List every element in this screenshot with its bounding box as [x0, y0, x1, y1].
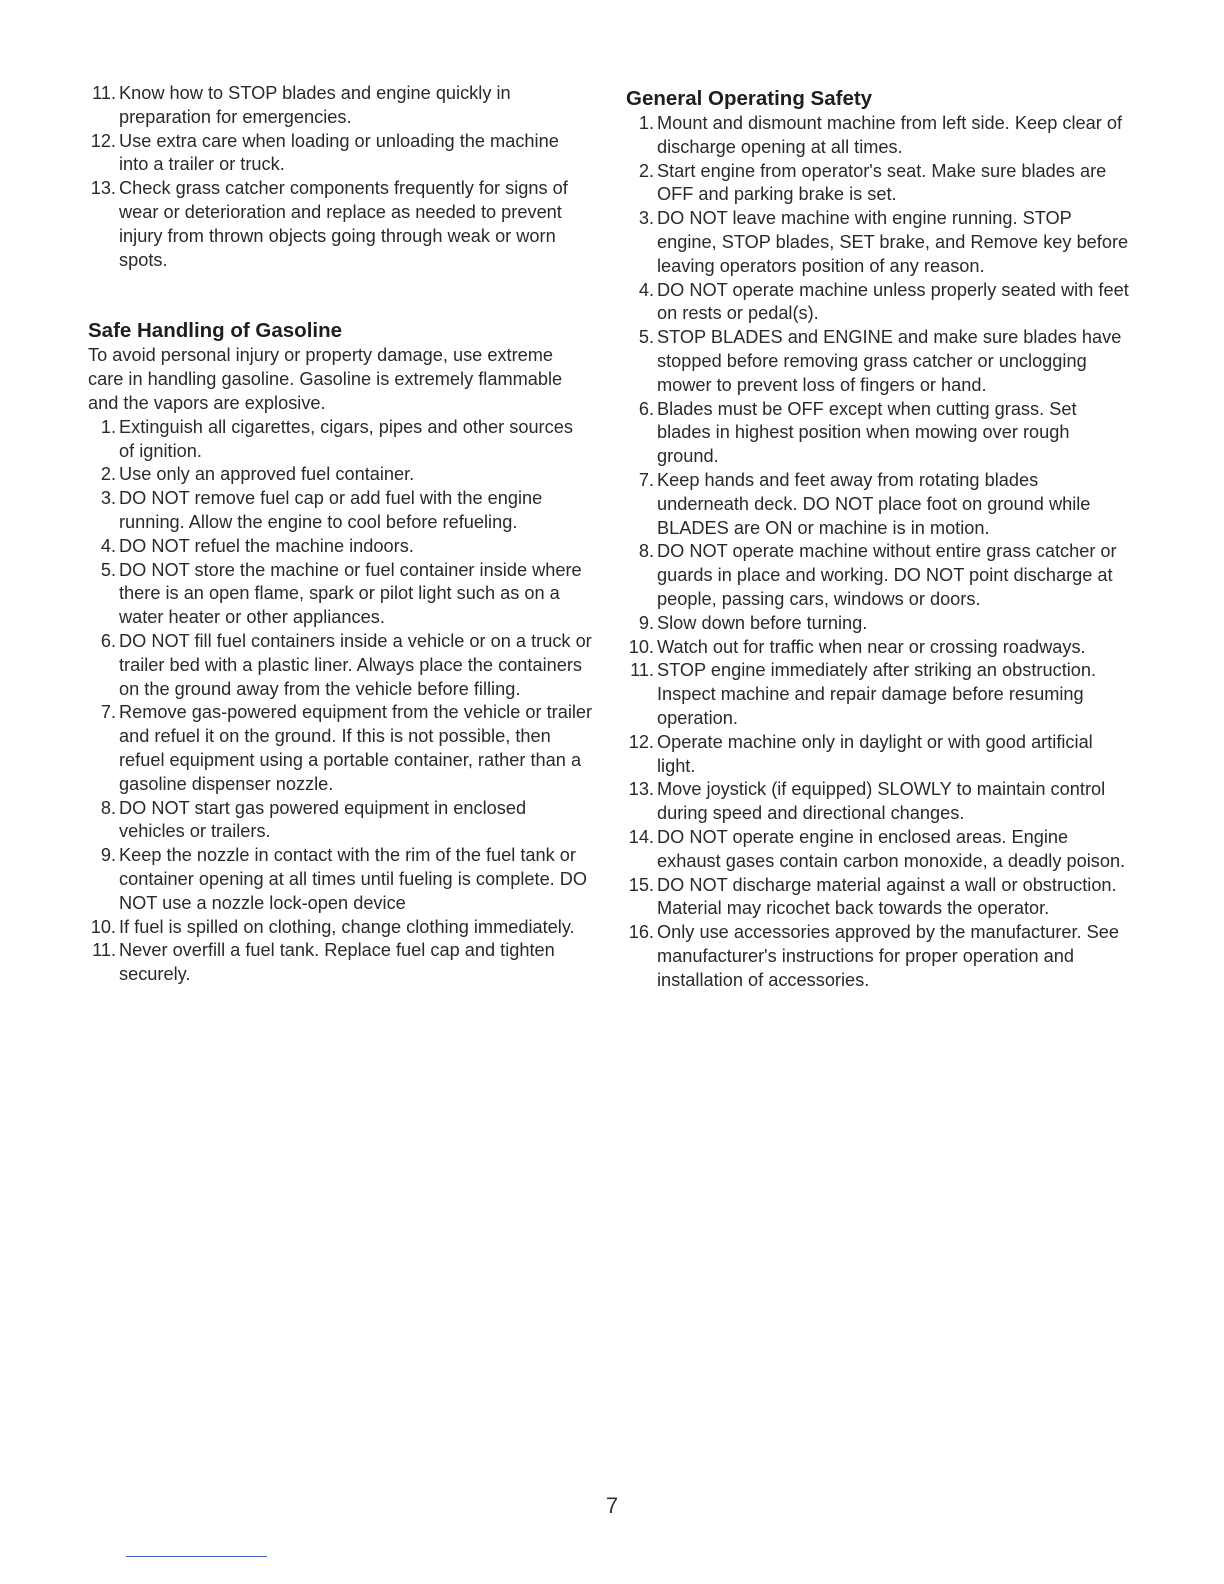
list-item [88, 535, 593, 559]
list-item [88, 844, 593, 915]
list-item [88, 130, 593, 178]
item-number: 12. [90, 130, 116, 151]
item-number: 2. [100, 464, 116, 485]
item-text: Keep hands and feet away from rotating blades underneath deck. DO NOT place foot on ground while BLADES are ON or machine is in motion. [657, 469, 1091, 538]
list-item [626, 160, 1131, 208]
item-number: 7. [100, 702, 116, 723]
gasoline-section-heading: Safe Handling of Gasoline [88, 319, 343, 343]
operating-section-heading: General Operating Safety [626, 87, 873, 110]
item-number: 9. [638, 612, 654, 633]
list-item [626, 207, 1131, 278]
item-text: Only use accessories approved by the manufacturer. See manufacturer's instructions for proper operation and installation of accessories. [657, 922, 1120, 990]
item-number: 1. [100, 416, 116, 437]
item-text: DO NOT start gas powered equipment in enclosed vehicles or trailers. [119, 797, 527, 842]
list-item [626, 874, 1131, 922]
item-text: DO NOT refuel the machine indoors. [119, 535, 414, 556]
list-item [88, 797, 593, 845]
item-number: 12. [628, 731, 654, 752]
item-text: Use only an approved fuel container. [119, 464, 415, 485]
item-number: 8. [638, 541, 654, 562]
list-item [88, 916, 593, 940]
item-number: 2. [638, 160, 654, 181]
item-number: 8. [100, 797, 116, 818]
item-number: 6. [100, 630, 116, 651]
item-number: 3. [638, 208, 654, 229]
item-number: 5. [100, 559, 116, 580]
item-number: 11. [92, 940, 116, 961]
footer-rule [126, 1556, 267, 1557]
item-text: STOP engine immediately after striking an obstruction. Inspect machine and repair damage before resuming operation. [657, 660, 1097, 728]
list-item [626, 612, 1131, 636]
item-number: 13. [90, 178, 116, 199]
item-number: 10. [628, 636, 654, 657]
item-text: Mount and dismount machine from left side. Keep clear of discharge opening at all times. [657, 113, 1123, 157]
item-text: Watch out for traffic when near or crossing roadways. [657, 636, 1086, 657]
item-text: Operate machine only in daylight or with good artificial light. [657, 731, 1093, 776]
list-item [88, 416, 593, 464]
list-item [626, 731, 1131, 779]
item-number: 15. [628, 874, 654, 895]
item-text: STOP BLADES and ENGINE and make sure blades have stopped before removing grass catcher or unclogging mower to prevent loss of fingers or hand. [657, 327, 1122, 395]
list-item [88, 939, 593, 987]
item-text: Keep the nozzle in contact with the rim of the fuel tank or container opening at all times until fueling is complete. DO NOT use a nozzle lock-open device [119, 845, 588, 913]
operating-safety-list [626, 112, 1131, 992]
gasoline-safety-list [88, 416, 593, 987]
item-text: DO NOT operate machine unless properly seated with feet on rests or pedal(s). [657, 279, 1129, 324]
item-number: 6. [638, 398, 654, 419]
item-text: Extinguish all cigarettes, cigars, pipes and other sources of ignition. [119, 416, 573, 461]
item-text: If fuel is spilled on clothing, change clothing immediately. [119, 916, 575, 937]
list-item [626, 540, 1131, 611]
item-text: Slow down before turning. [657, 612, 868, 633]
list-item [626, 659, 1131, 730]
list-item [626, 921, 1131, 992]
list-item [626, 398, 1131, 469]
item-number: 4. [638, 279, 654, 300]
item-text: Start engine from operator's seat. Make sure blades are OFF and parking brake is set. [657, 160, 1107, 205]
list-item [626, 636, 1131, 660]
item-text: Move joystick (if equipped) SLOWLY to maintain control during speed and directional changes. [657, 779, 1106, 824]
item-number: 11. [630, 660, 654, 681]
list-item [88, 463, 593, 487]
item-text: Use extra care when loading or unloading the machine into a trailer or truck. [119, 130, 559, 175]
list-item [626, 279, 1131, 327]
list-item [626, 326, 1131, 397]
item-text: Never overfill a fuel tank. Replace fuel cap and tighten securely. [119, 940, 555, 985]
item-text: DO NOT fill fuel containers inside a vehicle or on a truck or trailer bed with a plastic liner. Always place the containers on the ground away from the vehicle before filling. [119, 630, 592, 699]
item-text: Check grass catcher components frequently for signs of wear or deterioration and replace as needed to prevent injury from thrown objects going through weak or worn spots. [119, 178, 568, 270]
item-number: 3. [100, 488, 116, 509]
list-item [626, 826, 1131, 874]
item-number: 11. [92, 83, 116, 103]
list-item [626, 778, 1131, 826]
list-item [626, 469, 1131, 540]
list-item [88, 559, 593, 630]
item-number: 5. [638, 327, 654, 348]
item-number: 10. [90, 916, 116, 937]
list-item [88, 630, 593, 701]
list-item [88, 177, 593, 272]
item-text: DO NOT operate engine in enclosed areas. Engine exhaust gases contain carbon monoxide, a deadly poison. [657, 826, 1126, 871]
item-number: 7. [638, 469, 654, 490]
page-number: 7 [605, 1493, 619, 1518]
item-text: DO NOT discharge material against a wall or obstruction. Material may ricochet back towards the operator. [657, 874, 1117, 919]
list-item [88, 701, 593, 796]
item-number: 4. [100, 535, 116, 556]
left-column [88, 82, 593, 987]
item-number: 14. [628, 826, 654, 847]
continued-safety-list [88, 82, 593, 272]
item-text: DO NOT store the machine or fuel container inside where there is an open flame, spark or pilot light such as on a water heater or other appliances. [119, 559, 582, 628]
item-text: Remove gas-powered equipment from the vehicle or trailer and refuel it on the ground. If this is not possible, then refuel equipment using a portable container, rather than a gasoline dispenser nozzle. [119, 702, 593, 794]
list-item [626, 112, 1131, 160]
item-text: DO NOT leave machine with engine running. STOP engine, STOP blades, SET brake, and Remove key before leaving operators position of any reason. [657, 208, 1129, 276]
item-text: Know how to STOP blades and engine quickly in preparation for emergencies. [119, 83, 511, 127]
right-column [626, 86, 1131, 992]
item-text: DO NOT remove fuel cap or add fuel with the engine running. Allow the engine to cool before refueling. [119, 488, 543, 532]
item-text: DO NOT operate machine without entire grass catcher or guards in place and working. DO NOT point discharge at people, passing cars, windows or doors. [657, 541, 1117, 609]
list-item [88, 487, 593, 535]
item-number: 13. [628, 779, 654, 800]
gasoline-intro: To avoid personal injury or property damage, use extreme care in handling gasoline. Gasoline is extremely flammable and the vapors are explosive. [88, 345, 563, 413]
item-number: 9. [100, 845, 116, 866]
item-number: 1. [638, 113, 654, 133]
item-text: Blades must be OFF except when cutting grass. Set blades in highest position when mowing over rough ground. [657, 398, 1077, 467]
item-number: 16. [628, 922, 654, 943]
list-item [88, 82, 593, 130]
